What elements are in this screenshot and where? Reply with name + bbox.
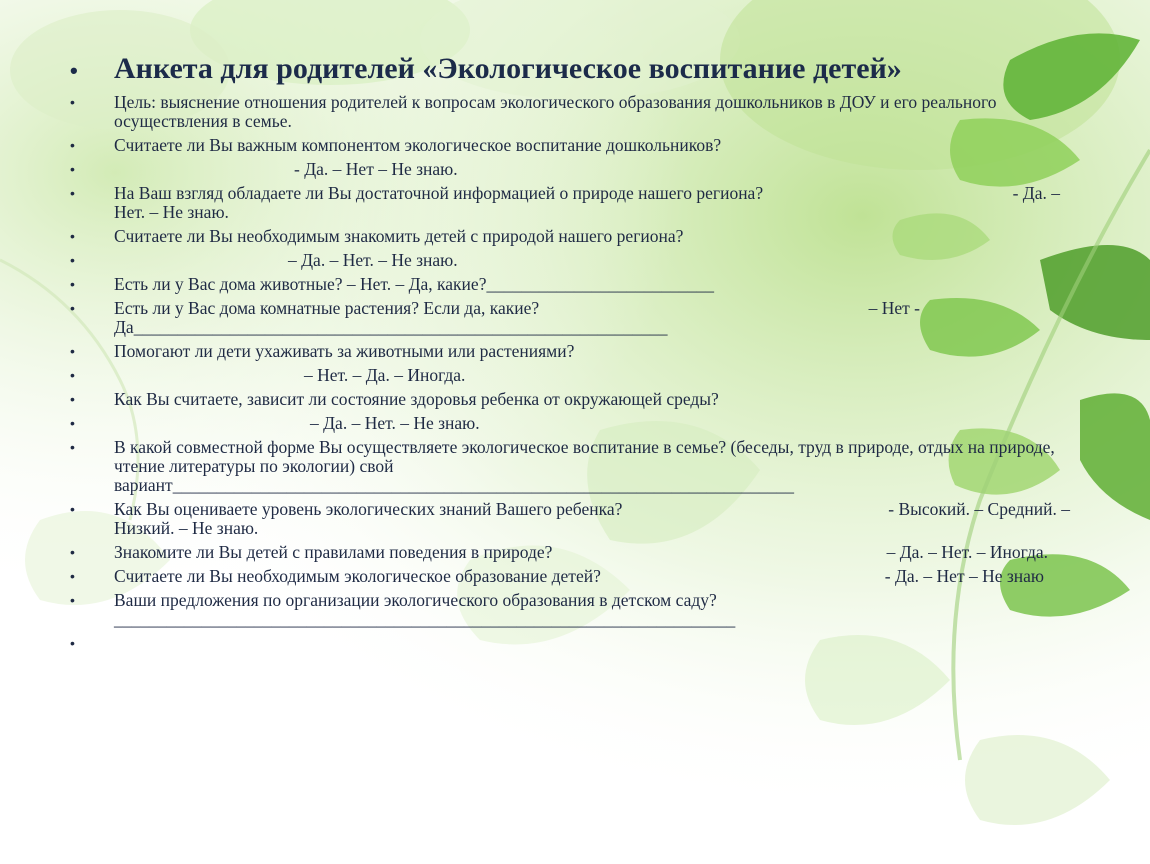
list-item xyxy=(70,251,1070,270)
list-item xyxy=(70,342,1070,361)
list-item xyxy=(70,591,1070,629)
bullet-icon: • xyxy=(70,252,75,268)
goal-text: Цель: выяснение отношения родителей к вопросам экологического образования дошкольников в ДОУ и его реального осуществления в семье. xyxy=(114,92,997,131)
question-text: Считаете ли Вы важным компонентом экологическое воспитание дошкольников? xyxy=(114,135,722,155)
question-text: Помогают ли дети ухаживать за животными или растениями? xyxy=(114,341,575,361)
questionnaire-title: Анкета для родителей «Экологическое воспитание детей» xyxy=(114,52,902,85)
list-item xyxy=(70,500,1070,538)
answer-options: – Нет - xyxy=(868,298,920,318)
list-item xyxy=(70,227,1070,246)
bullet-icon: • xyxy=(70,185,75,201)
list-item xyxy=(70,567,1070,586)
question-text: Ваши предложения по организации экологического образования в детском саду?_______________________________________________________________________ xyxy=(114,590,736,629)
list-item xyxy=(70,160,1070,179)
bullet-icon: • xyxy=(70,592,75,608)
bullet-icon: • xyxy=(70,343,75,359)
questionnaire-text xyxy=(70,52,1070,651)
answer-options: – Да. – Нет. – Иногда. xyxy=(886,542,1048,562)
list-item xyxy=(70,390,1070,409)
bullet-icon: • xyxy=(70,276,75,292)
bullet-icon: • xyxy=(70,161,75,177)
bullet-icon: • xyxy=(70,415,75,431)
answer-options: - Да. – Нет – Не знаю. xyxy=(294,159,458,179)
bullet-icon: • xyxy=(70,58,78,83)
answer-options: Низкий. – Не знаю. xyxy=(114,518,259,538)
list-item xyxy=(70,438,1070,495)
list-item xyxy=(70,299,1070,337)
question-text: На Ваш взгляд обладаете ли Вы достаточной информацией о природе нашего региона? xyxy=(114,183,764,203)
list-item xyxy=(70,366,1070,385)
question-text: Есть ли у Вас дома животные? – Нет. – Да, какие?__________________________ xyxy=(114,274,714,294)
answer-options: - Да. – xyxy=(1012,183,1060,203)
list-item xyxy=(70,414,1070,433)
question-text: Считаете ли Вы необходимым экологическое образование детей? xyxy=(114,566,601,586)
bullet-icon: • xyxy=(70,94,75,110)
bullet-icon: • xyxy=(70,501,75,517)
bullet-icon: • xyxy=(70,228,75,244)
answer-options: – Да. – Нет. – Не знаю. xyxy=(288,250,458,270)
list-item xyxy=(70,93,1070,131)
question-text: Есть ли у Вас дома комнатные растения? Если да, какие? xyxy=(114,298,540,318)
list-item xyxy=(70,543,1070,562)
answer-options: - Высокий. – Средний. – xyxy=(888,499,1070,519)
question-text: В какой совместной форме Вы осуществляете экологическое воспитание в семье? (беседы, труд в природе, отдых на природе, чтение литературы по экологии) свой вариант_______________________________________________________________________ xyxy=(114,437,1055,495)
bullet-icon: • xyxy=(70,568,75,584)
answer-options: – Нет. – Да. – Иногда. xyxy=(304,365,466,385)
bullet-icon: • xyxy=(70,367,75,383)
bullet-icon: • xyxy=(70,137,75,153)
bullet-icon: • xyxy=(70,300,75,316)
question-text: Считаете ли Вы необходимым знакомить детей с природой нашего региона? xyxy=(114,226,684,246)
bullet-icon: • xyxy=(70,391,75,407)
list-item xyxy=(70,136,1070,155)
questionnaire-title-row xyxy=(70,52,1070,86)
list-item xyxy=(70,184,1070,222)
question-text: Знакомите ли Вы детей с правилами поведения в природе? xyxy=(114,542,553,562)
bullet-icon: • xyxy=(70,544,75,560)
answer-options: - Да. – Нет – Не знаю xyxy=(884,566,1044,586)
question-text: Как Вы считаете, зависит ли состояние здоровья ребенка от окружающей среды? xyxy=(114,389,719,409)
bullet-icon: • xyxy=(70,439,75,455)
question-text: Как Вы оцениваете уровень экологических знаний Вашего ребенка? xyxy=(114,499,623,519)
list-item xyxy=(70,275,1070,294)
answer-options: Да_____________________________________________________________ xyxy=(114,317,668,337)
bullet-icon: • xyxy=(70,635,75,651)
answer-options: – Да. – Нет. – Не знаю. xyxy=(310,413,480,433)
answer-options: Нет. – Не знаю. xyxy=(114,202,229,222)
